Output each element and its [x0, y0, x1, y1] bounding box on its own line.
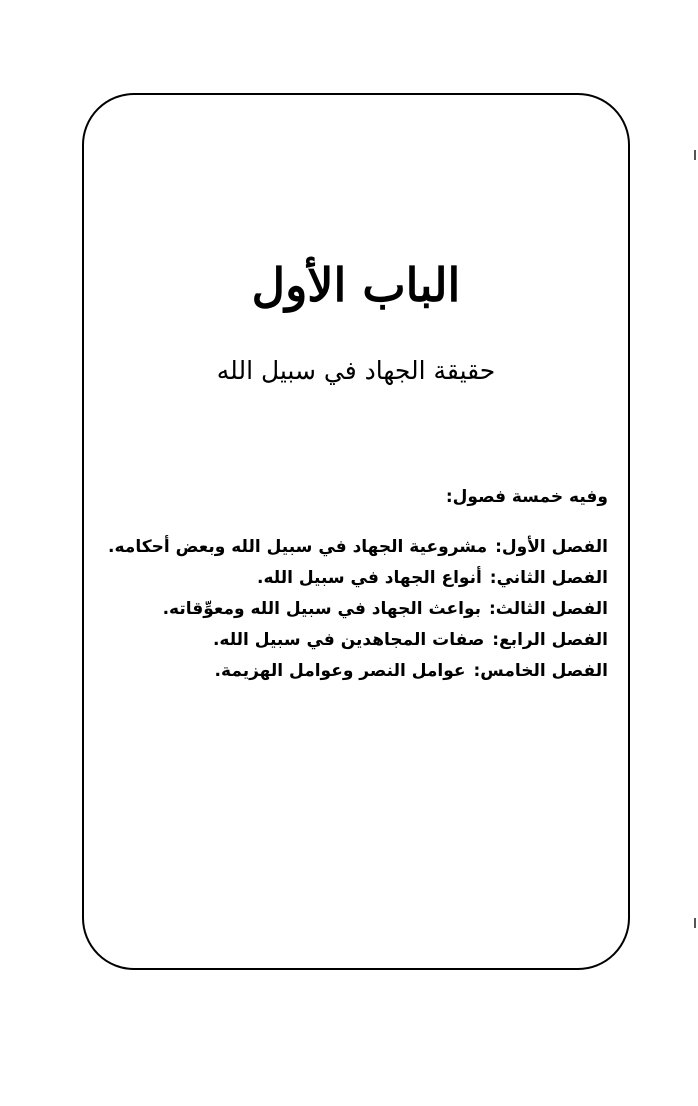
chapter-label: الفصل الأول: — [495, 537, 608, 557]
part-title: الباب الأول — [251, 258, 461, 312]
chapter-item-1 — [108, 532, 608, 563]
chapter-list — [108, 532, 608, 687]
chapter-item-4 — [138, 625, 608, 656]
scan-edge-mark — [694, 150, 696, 160]
chapter-overview — [108, 484, 608, 687]
chapter-title: مشروعية الجهاد في سبيل الله وبعض أحكامه. — [108, 537, 488, 557]
chapter-label: الفصل الخامس: — [473, 661, 608, 681]
chapter-title: أنواع الجهاد في سبيل الله. — [257, 568, 482, 588]
chapter-label: الفصل الرابع: — [492, 630, 608, 650]
chapter-item-5 — [138, 656, 608, 687]
chapter-label: الفصل الثاني: — [489, 568, 608, 588]
chapter-label: الفصل الثالث: — [489, 599, 608, 619]
scan-edge-mark — [694, 918, 696, 928]
chapter-item-3 — [138, 594, 608, 625]
chapters-intro: وفيه خمسة فصول: — [445, 487, 608, 507]
chapter-title: صفات المجاهدين في سبيل الله. — [212, 630, 485, 650]
chapter-title: بواعث الجهاد في سبيل الله ومعوِّقاته. — [162, 599, 481, 619]
chapter-item-2 — [138, 563, 608, 594]
chapter-title: عوامل النصر وعوامل الهزيمة. — [214, 661, 466, 681]
part-subtitle: حقيقة الجهاد في سبيل الله — [216, 356, 496, 385]
